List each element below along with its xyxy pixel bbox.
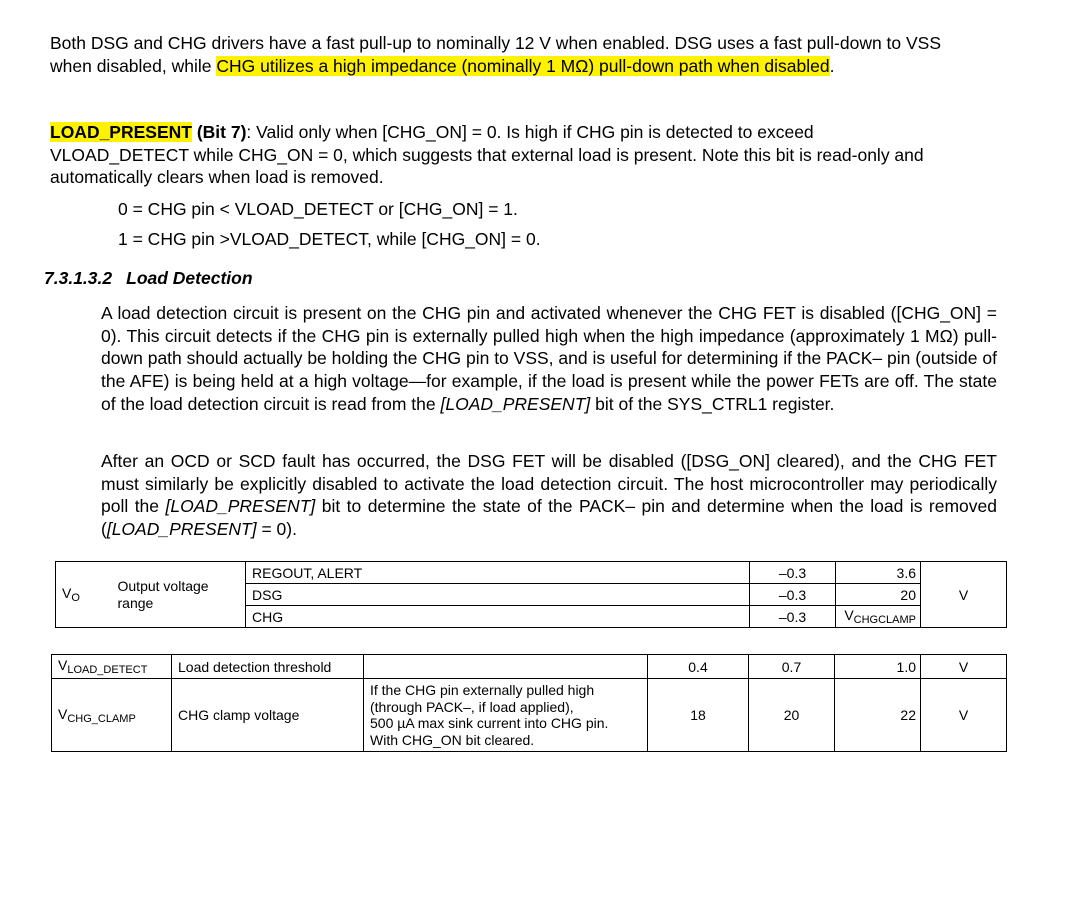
unit-cell: V (921, 679, 1007, 752)
symbol-cell: $V_{CHG\_CLAMP}$ (52, 679, 172, 752)
paragraph-load-present (50, 121, 950, 189)
param-cell: Output voltage range (106, 562, 246, 628)
max-cell: 1.0 (835, 655, 921, 679)
max-cell: 20 (836, 584, 921, 606)
min-cell: 18 (648, 679, 749, 752)
field-name: LOAD_PRESENT (50, 122, 192, 142)
symbol-cell: $V_O$ (56, 562, 106, 628)
section-heading (44, 268, 253, 289)
min-cell: 0.4 (648, 655, 749, 679)
paragraph-text: Both DSG and CHG drivers have a fast pull-up to nominally 12 V when enabled. DSG uses a fast pull-down to VSS when disabled, while (50, 33, 942, 76)
param-cell: CHG clamp voltage (172, 679, 364, 752)
typ-cell: 20 (749, 679, 835, 752)
field-reference-2: [LOAD_PRESENT] (106, 519, 257, 540)
pin-cell: CHG (246, 606, 750, 628)
paragraph-driver-description (50, 32, 950, 77)
cond-cell: If the CHG pin externally pulled high (through PACK–, if load applied), 500 µA max sink current into CHG pin. With CHG_ON bit cleared. (364, 679, 648, 752)
symbol-cell: $V_{LOAD\_DETECT}$ (52, 655, 172, 679)
output-voltage-table (55, 561, 1007, 628)
field-reference-1: [LOAD_PRESENT] (165, 496, 316, 517)
body-text-3: = 0). (256, 519, 297, 540)
table-row (56, 562, 1007, 584)
paragraph-fault-handling (101, 450, 997, 541)
highlighted-text: CHG utilizes a high impedance (nominally 1 MΩ) pull-down path when disabled (216, 55, 830, 76)
body-text-1: After an OCD or SCD fault has occurred, the DSG FET will be disabled ([DSG_ON] cleared), and the CHG FET must similarly be explicitly disabled to activate the load detection circuit. The host microcontroller may periodically poll the (101, 451, 997, 517)
field-description: : Valid only when [CHG_ON] = 0. Is high if CHG pin is detected to exceed VLOAD_DETECT while CHG_ON = 0, which suggests that external load is present. Note this bit is read-only and automatically clears when load is removed. (50, 122, 924, 188)
section-number: 7.3.1.3.2 (44, 268, 113, 288)
table-row (52, 679, 1007, 752)
min-cell: –0.3 (750, 606, 836, 628)
table-row (52, 655, 1007, 679)
max-cell: 3.6 (836, 562, 921, 584)
field-bit: (Bit 7) (191, 122, 247, 142)
unit-cell: V (921, 562, 1007, 628)
max-cell: 22 (835, 679, 921, 752)
electrical-characteristics-table (51, 654, 1007, 752)
unit-cell: V (921, 655, 1007, 679)
cond-cell (364, 655, 648, 679)
min-cell: –0.3 (750, 584, 836, 606)
section-title: Load Detection (126, 268, 253, 288)
field-reference: [LOAD_PRESENT] (440, 393, 591, 414)
enum-value-0: 0 = CHG pin < VLOAD_DETECT or [CHG_ON] = 1. (118, 199, 518, 219)
enum-value-1: 1 = CHG pin >VLOAD_DETECT, while [CHG_ON] = 0. (118, 229, 541, 249)
body-text: A load detection circuit is present on the CHG pin and activated whenever the CHG FET is disabled ([CHG_ON] = 0). This circuit detects if the CHG pin is externally pulled high when the high impedance (approximately 1 MΩ) pull-down path should actually be holding the CHG pin to VSS, and is useful for determining if the PACK– pin (outside of the AFE) is being held at a high voltage—for example, if the load is present while the power FETs are off. The state of the load detection circuit is read from the (101, 303, 997, 414)
pin-cell: DSG (246, 584, 750, 606)
body-text-2: bit to determine the state of the PACK– pin and determine when the load is removed ( (101, 496, 998, 540)
param-cell: Load detection threshold (172, 655, 364, 679)
pin-cell: REGOUT, ALERT (246, 562, 750, 584)
paragraph-end: . (829, 55, 835, 76)
min-cell: –0.3 (750, 562, 836, 584)
max-cell: $V_{CHGCLAMP}$ (836, 606, 921, 628)
typ-cell: 0.7 (749, 655, 835, 679)
paragraph-load-detection (101, 302, 997, 416)
body-text-end: bit of the SYS_CTRL1 register. (590, 393, 835, 414)
